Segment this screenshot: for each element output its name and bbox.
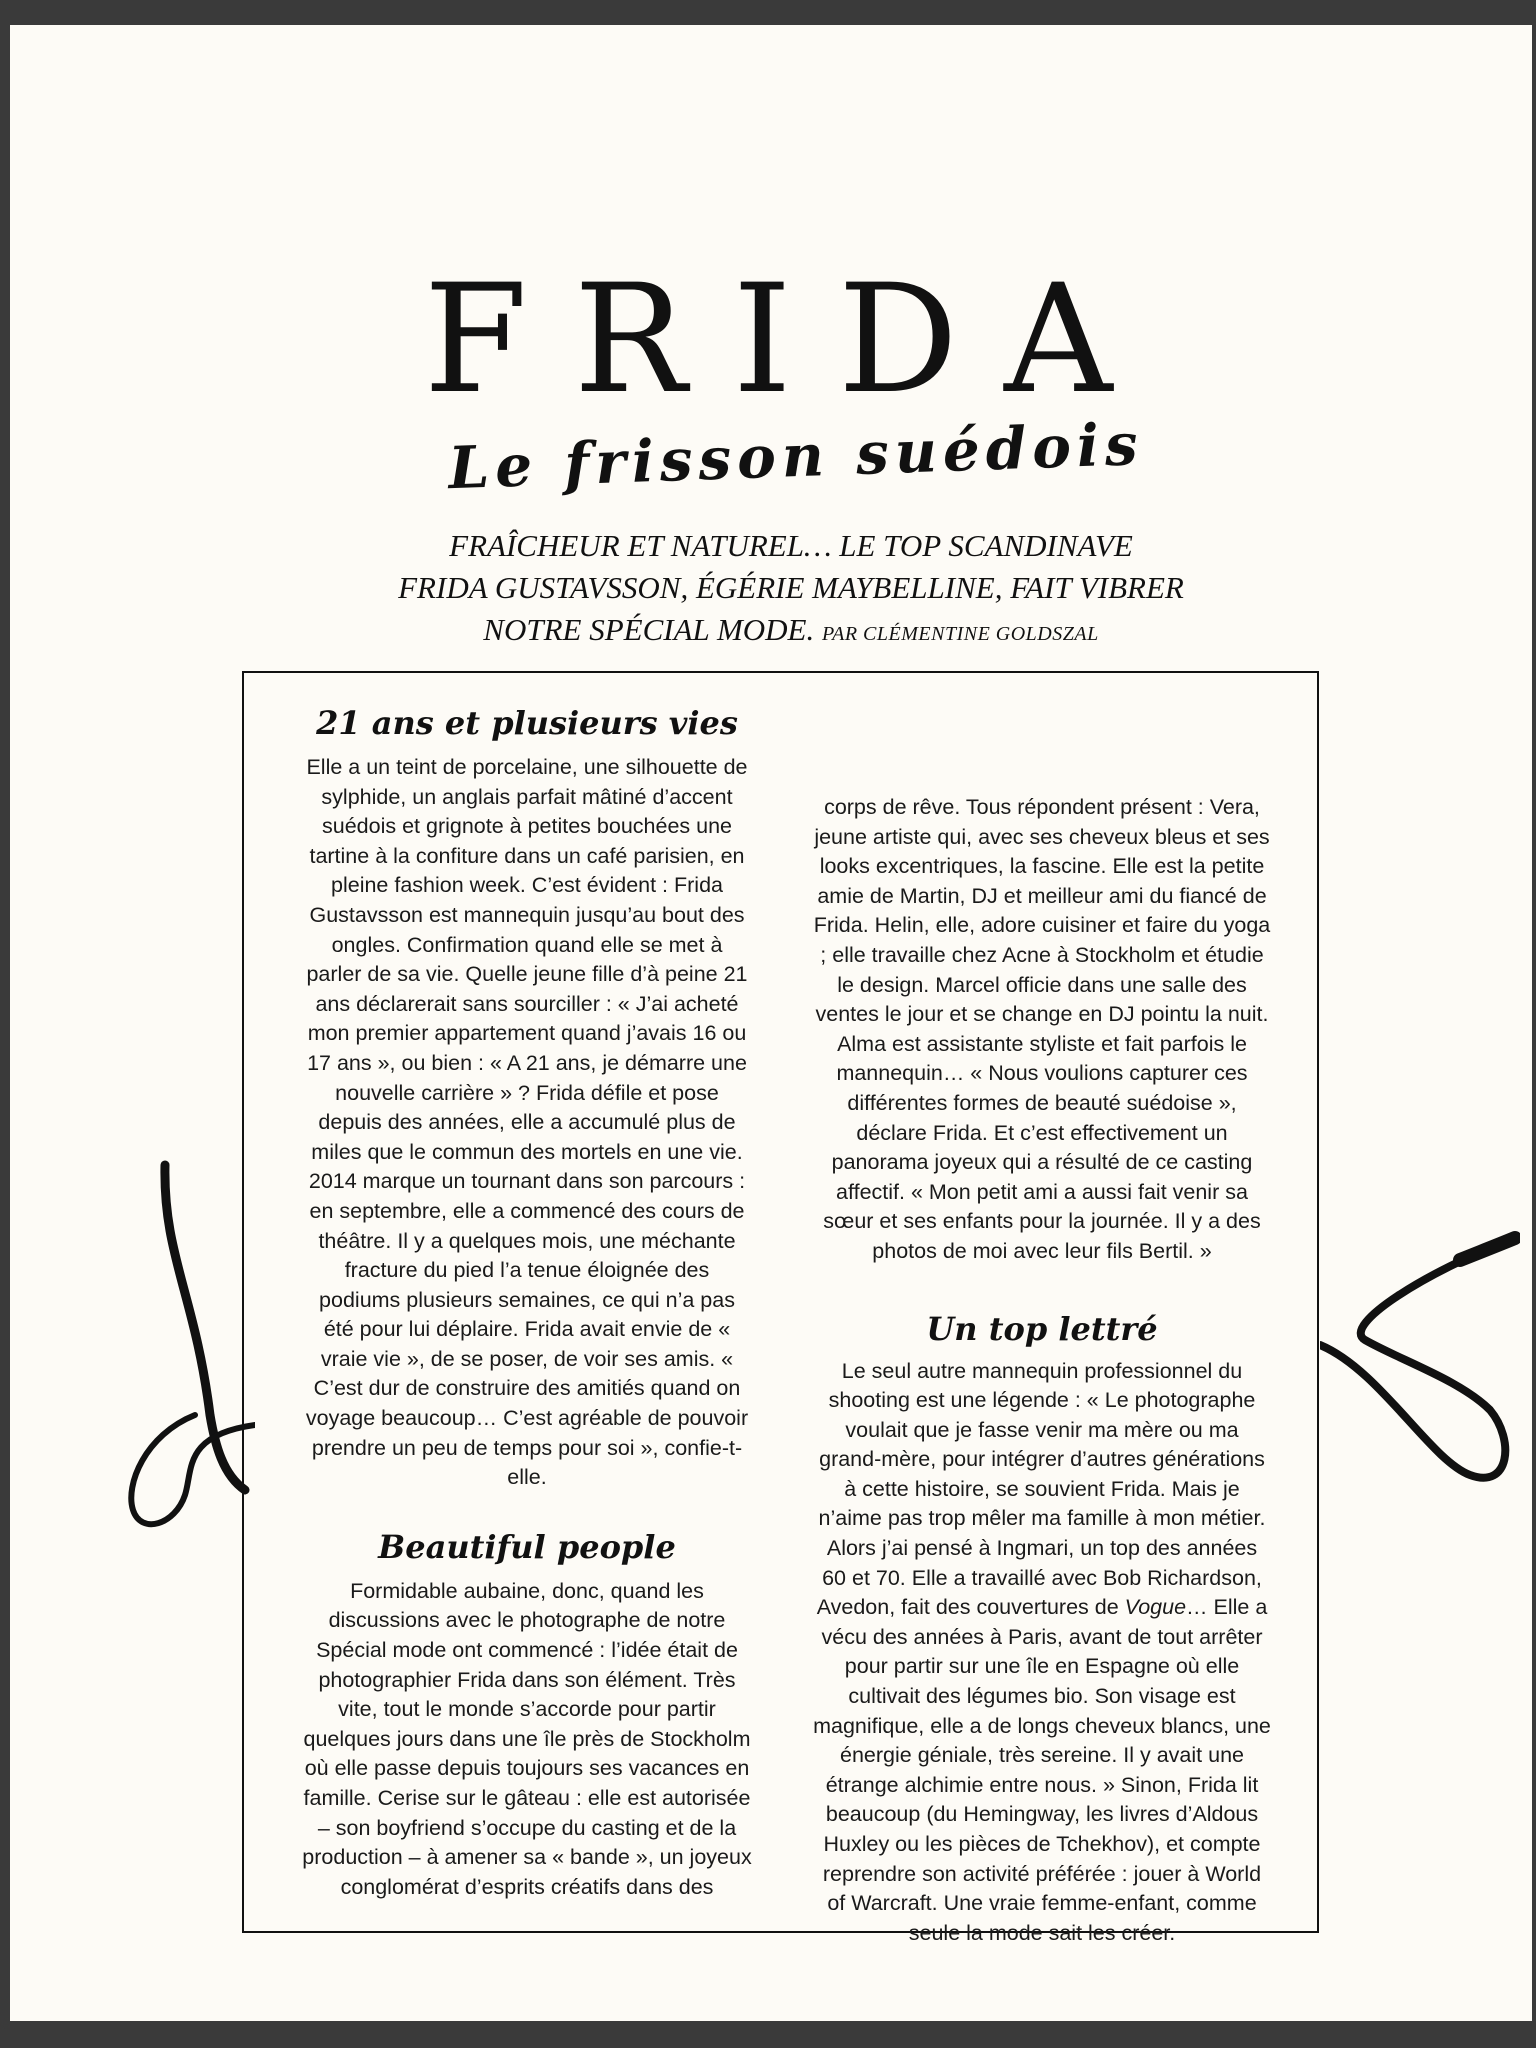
section-body-part: … Elle a vécu des années à Paris, avant de tout arrêter pour partir sur une île en Espagne où elle cultivait des légumes bio. Son visage est magnifique, elle a de longs cheveux blancs, une énergie géniale, très sereine. Il y avait une étrange alchimie entre nous. » Sinon, Frida lit beaucoup (du Hemingway, les livres d’Aldous Huxley ou les pièces de Tchekhov), et compte reprendre son activité préférée : jouer à World of Warcraft. Une vraie femme-enfant, comme seule la mode sait les créer. bbox=[813, 1595, 1271, 1945]
byline: PAR CLÉMENTINE GOLDSZAL bbox=[821, 623, 1099, 645]
article-column-left bbox=[302, 703, 752, 1902]
page-subtitle: Le frisson suédois bbox=[447, 410, 1145, 503]
ribbon-left-decoration bbox=[105, 1135, 255, 1535]
standfirst-line: NOTRE SPÉCIAL MODE. bbox=[483, 612, 815, 647]
article-column-right bbox=[812, 793, 1272, 1948]
section-body: Elle a un teint de porcelaine, une silhouette de sylphide, un anglais parfait mâtiné d’accent suédois et grignote à petites bouchées une tartine à la confiture dans un café parisien, en pleine fashion week. C’est évident : Frida Gustavsson est mannequin jusqu’au bout des ongles. Confirmation quand elle se met à parler de sa vie. Quelle jeune fille d’à peine 21 ans déclarerait sans sourciller : « J’ai acheté mon premier appartement quand j’avais 16 ou 17 ans », ou bien : « A 21 ans, je démarre une nouvelle carrière » ? Frida défile et pose depuis des années, elle a accumulé plus de miles que le commun des mortels en une vie. 2014 marque un tournant dans son parcours : en septembre, elle a commencé des cours de théâtre. Il y a quelques mois, une méchante fracture du pied l’a tenue éloignée des podiums plusieurs semaines, ce qui n’a pas été pour lui déplaire. Frida avait envie de « vraie vie », de se poser, de voir ses amis. « C’est dur de construire des amitiés quand on voyage beaucoup… C’est agréable de pouvoir prendre un peu de temps pour soi », confie-t-elle. bbox=[305, 755, 749, 1490]
standfirst bbox=[250, 525, 1332, 655]
section-heading: Un top lettré bbox=[926, 1309, 1158, 1348]
section-body-part: Le seul autre mannequin professionnel du shooting est une légende : « Le photographe voulait que je fasse venir ma mère ou ma grand-mère, pour intégrer d’autres générations à cette histoire, se souvient Frida. Mais je n’aime pas trop mêler ma famille à mon métier. Alors j’ai pensé à Ingmari, un top des années 60 et 70. Elle a travaillé avec Bob Richardson, Avedon, fait des couvertures de bbox=[816, 1358, 1266, 1620]
ribbon-right-decoration bbox=[1320, 1220, 1520, 1500]
section-heading: 21 ans et plusieurs vies bbox=[316, 704, 738, 742]
section-body bbox=[812, 1357, 1272, 1949]
article-box bbox=[242, 671, 1319, 1945]
magazine-page bbox=[10, 25, 1532, 2021]
standfirst-line-with-byline bbox=[250, 609, 1332, 655]
standfirst-line: FRIDA GUSTAVSSON, ÉGÉRIE MAYBELLINE, FAIT VIBRER bbox=[398, 570, 1184, 605]
standfirst-line: FRAÎCHEUR ET NATUREL… LE TOP SCANDINAVE bbox=[449, 528, 1133, 563]
section-body: Formidable aubaine, donc, quand les discussions avec le photographe de notre Spécial mode ont commencé : l’idée était de photographier Frida dans son élément. Très vite, tout le monde s’accorde pour partir quelques jours dans une île près de Stockholm où elle passe depuis toujours ses vacances en famille. Cerise sur le gâteau : elle est autorisée – son boyfriend s’occupe du casting et de la production – à amener sa « bande », un joyeux conglomérat d’esprits créatifs dans des bbox=[302, 1578, 752, 1899]
section-body-continued: corps de rêve. Tous répondent présent : Vera, jeune artiste qui, avec ses cheveux bleus et ses looks excentriques, la fascine. Elle est la petite amie de Martin, DJ et meilleur ami du fiancé de Frida. Helin, elle, adore cuisiner et faire du yoga ; elle travaille chez Acne à Stockholm et étudie le design. Marcel officie dans une salle des ventes le jour et se change en DJ pointu la nuit. Alma est assistante styliste et fait parfois le mannequin… « Nous voulions capturer ces différentes formes de beauté suédoise », déclare Frida. Et c’est effectivement un panorama joyeux qui a résulté de ce casting affectif. « Mon petit ami a aussi fait venir sa sœur et ses enfants pour la journée. Il y a des photos de moi avec leur fils Bertil. » bbox=[813, 795, 1271, 1263]
page-title: FRIDA bbox=[423, 253, 1159, 427]
section-heading: Beautiful people bbox=[378, 1527, 676, 1566]
magazine-name: Vogue bbox=[1124, 1595, 1187, 1620]
